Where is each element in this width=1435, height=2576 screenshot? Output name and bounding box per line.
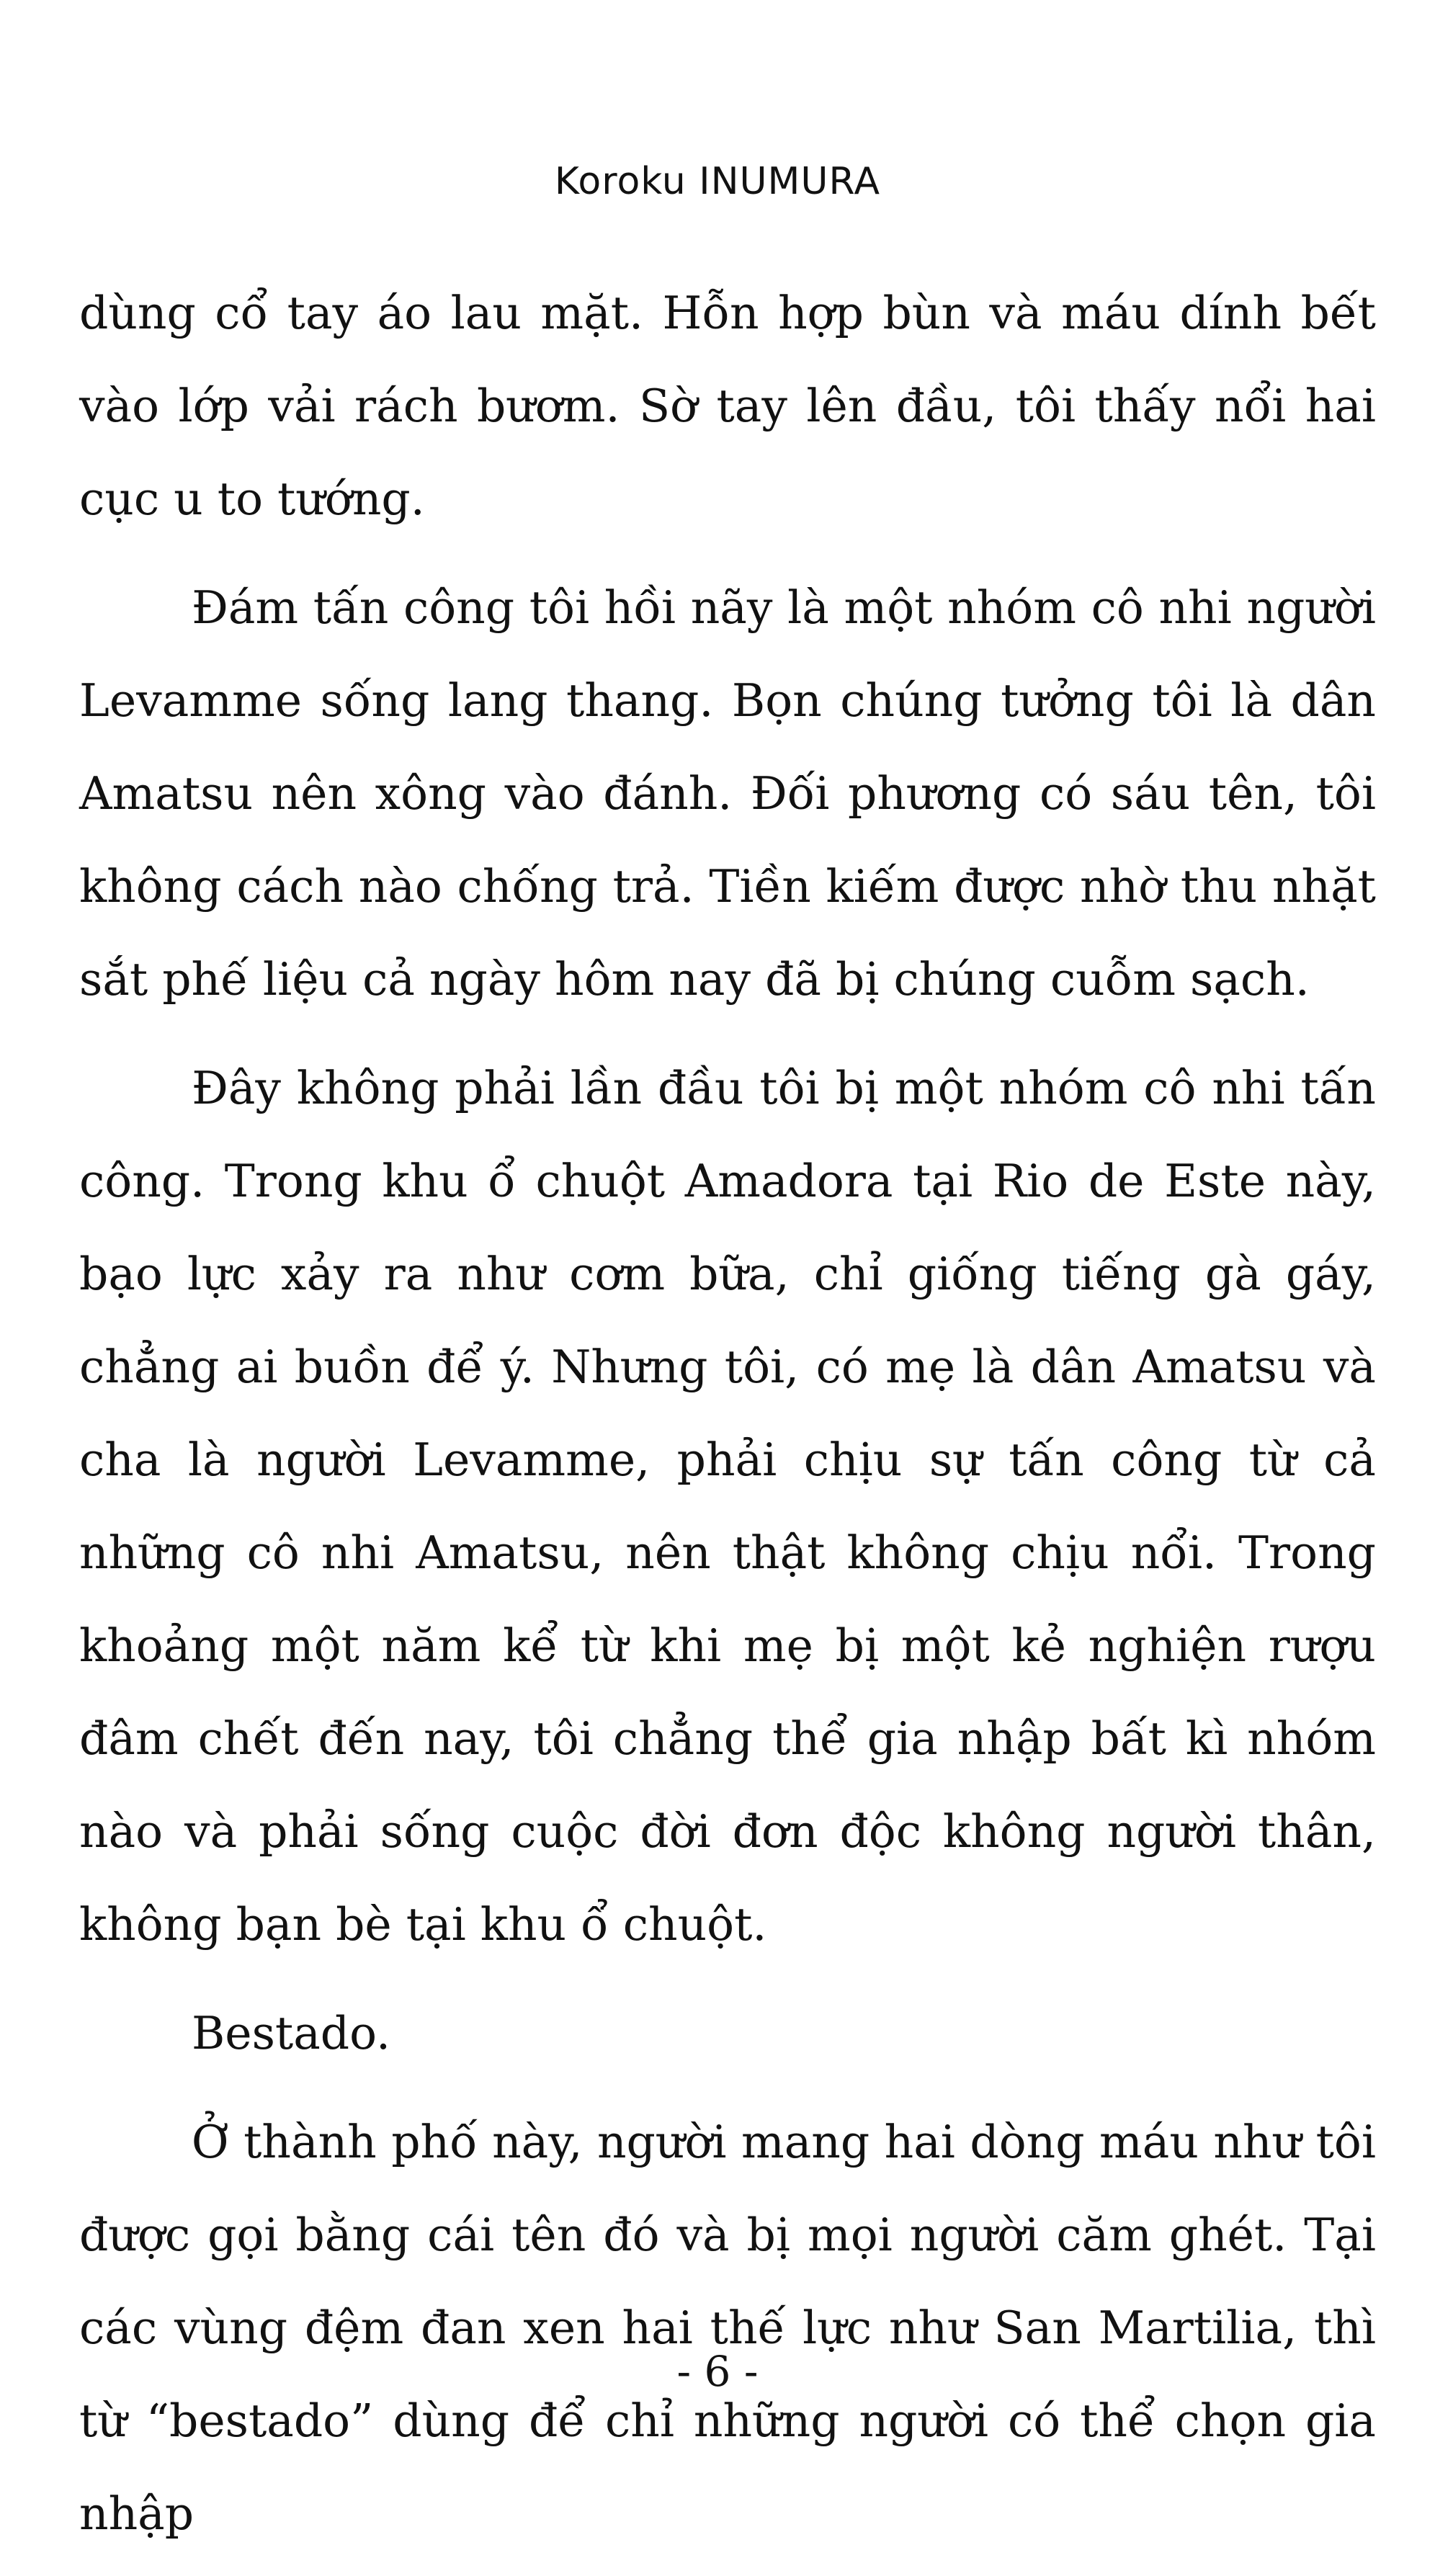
paragraph: Đám tấn công tôi hồi nãy là một nhóm cô nhi người Levamme sống lang thang. Bọn chúng tưởng tôi là dân Amatsu nên xông vào đánh. Đối phương có sáu tên, tôi không cách nào chống trả. Tiền kiếm được nhờ thu nhặt sắt phế liệu cả ngày hôm nay đã bị chúng cuỗm sạch. [79,581,1376,1006]
running-head-author: Koroku INUMURA [554,160,881,203]
page-number: - 6 - [676,2347,759,2396]
paragraph: Đây không phải lần đầu tôi bị một nhóm cô nhi tấn công. Trong khu ổ chuột Amadora tại Rio de Este này, bạo lực xảy ra như cơm bữa, chỉ giống tiếng gà gáy, chẳng ai buồn để ý. Nhưng tôi, có mẹ là dân Amatsu và cha là người Levamme, phải chịu sự tấn công từ cả những cô nhi Amatsu, nên thật không chịu nổi. Trong khoảng một năm kể từ khi mẹ bị một kẻ nghiện rượu đâm chết đến nay, tôi chẳng thể gia nhập bất kì nhóm nào và phải sống cuộc đời đơn độc không người thân, không bạn bè tại khu ổ chuột. [79,1062,1376,1951]
paragraph-continuation: dùng cổ tay áo lau mặt. Hỗn hợp bùn và máu dính bết vào lớp vải rách bươm. Sờ tay lên đầu, tôi thấy nổi hai cục u to tướng. [79,287,1376,525]
body-text [79,267,1376,2576]
paragraph: Bestado. [192,2007,390,2060]
paragraph: Ở thành phố này, người mang hai dòng máu như tôi được gọi bằng cái tên đó và bị mọi người căm ghét. Tại các vùng đệm đan xen hai thế lực như San Martilia, thì từ “bestado” dùng để chỉ những người có thể chọn gia nhập [79,2116,1376,2540]
